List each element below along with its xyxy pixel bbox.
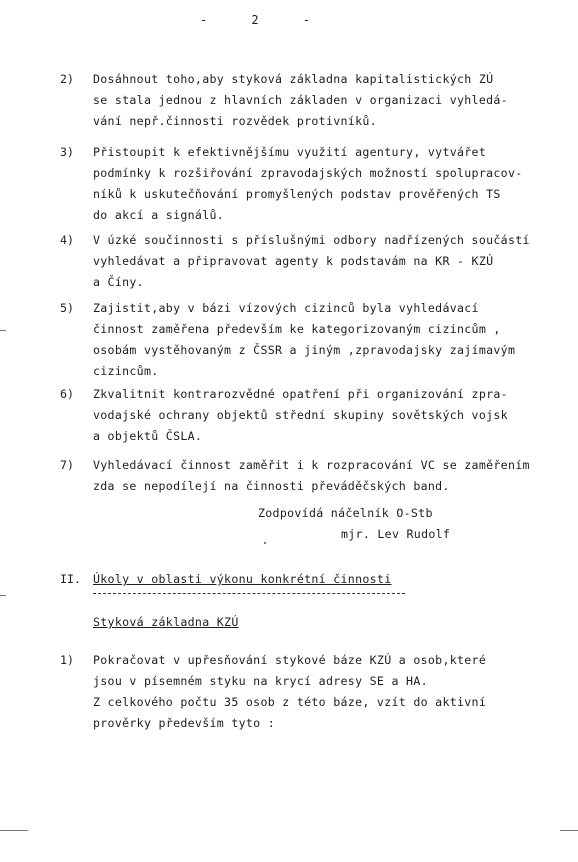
subsection-title: Styková základna KZÚ: [93, 615, 239, 629]
section-number: II.: [60, 572, 81, 586]
scan-edge-mark: [0, 595, 6, 596]
item-number: 7): [60, 458, 74, 472]
item-line: Zajistit,aby v bázi vízových cizinců byla vyhledávací: [93, 301, 479, 315]
item-line: Pokračovat v upřesňování stykové báze KZÚ a osob,které: [93, 653, 487, 667]
page-number-right-dash: -: [302, 13, 310, 27]
item-number: 4): [60, 233, 74, 247]
item-line: vodajské ochrany objektů střední skupiny sovětských vojsk: [93, 408, 508, 422]
item-line: Dosáhnout toho,aby styková základna kapitalistických ZÚ: [93, 72, 494, 86]
item-line: zda se nepodílejí na činnosti převáděčských band.: [93, 479, 450, 493]
item-line: V úzké součinnosti s příslušnými odbory nadřízených součástí: [93, 233, 530, 247]
responsible-name: mjr. Lev Rudolf: [341, 527, 451, 541]
section-title: Úkoly v oblasti výkonu konkrétní činnosti: [93, 572, 392, 586]
item-line: Přistoupit k efektivnějšímu využití agentury, vytvářet: [93, 145, 487, 159]
page-number: [200, 13, 310, 27]
item-line: a Číny.: [93, 275, 144, 289]
item-number: 2): [60, 72, 74, 86]
scan-edge-mark: [0, 330, 6, 331]
page-number-left-dash: -: [200, 13, 208, 27]
item-line: se stala jednou z hlavních základen v organizaci vyhledá-: [93, 93, 508, 107]
item-line: vání nepř.činnosti rozvědek protivníků.: [93, 114, 377, 128]
item-line: níků k uskutečňování promyšlených podstav prověřených TS: [93, 187, 501, 201]
ink-speck: [264, 542, 266, 544]
item-number: 6): [60, 387, 74, 401]
section-title-rule: [93, 593, 405, 594]
item-number: 1): [60, 653, 74, 667]
item-line: jsou v písemném styku na krycí adresy SE a HA.: [93, 674, 428, 688]
item-line: podmínky k rozšiřování zpravodajských možností spolupracov-: [93, 166, 523, 180]
item-line: Vyhledávací činnost zaměřit i k rozpracování VC se zaměřením: [93, 458, 530, 472]
item-line: do akcí a signálů.: [93, 208, 225, 222]
item-line: a objektů ČSLA.: [93, 429, 203, 443]
item-number: 3): [60, 145, 74, 159]
item-line: Z celkového počtu 35 osob z této báze, vzít do aktivní: [93, 695, 487, 709]
page-number-value: 2: [251, 13, 259, 27]
item-line: prověrky především tyto :: [93, 716, 276, 730]
item-line: Zkvalitnit kontrarozvědné opatření při organizování zpra-: [93, 387, 508, 401]
item-line: vyhledávat a připravovat agenty k podstavám na KR - KZÚ: [93, 254, 494, 268]
responsible-title: Zodpovídá náčelník O-Stb: [258, 506, 433, 520]
scan-edge-mark: [0, 830, 28, 831]
item-line: osobám vystěhovaným z ČSSR a jiným ,zpravodajsky zajímavým: [93, 343, 516, 357]
item-line: činnost zaměřena především ke kategorizovaným cizincům ,: [93, 322, 501, 336]
item-number: 5): [60, 301, 74, 315]
item-line: cizincům.: [93, 364, 159, 378]
scan-edge-mark: [560, 830, 578, 831]
